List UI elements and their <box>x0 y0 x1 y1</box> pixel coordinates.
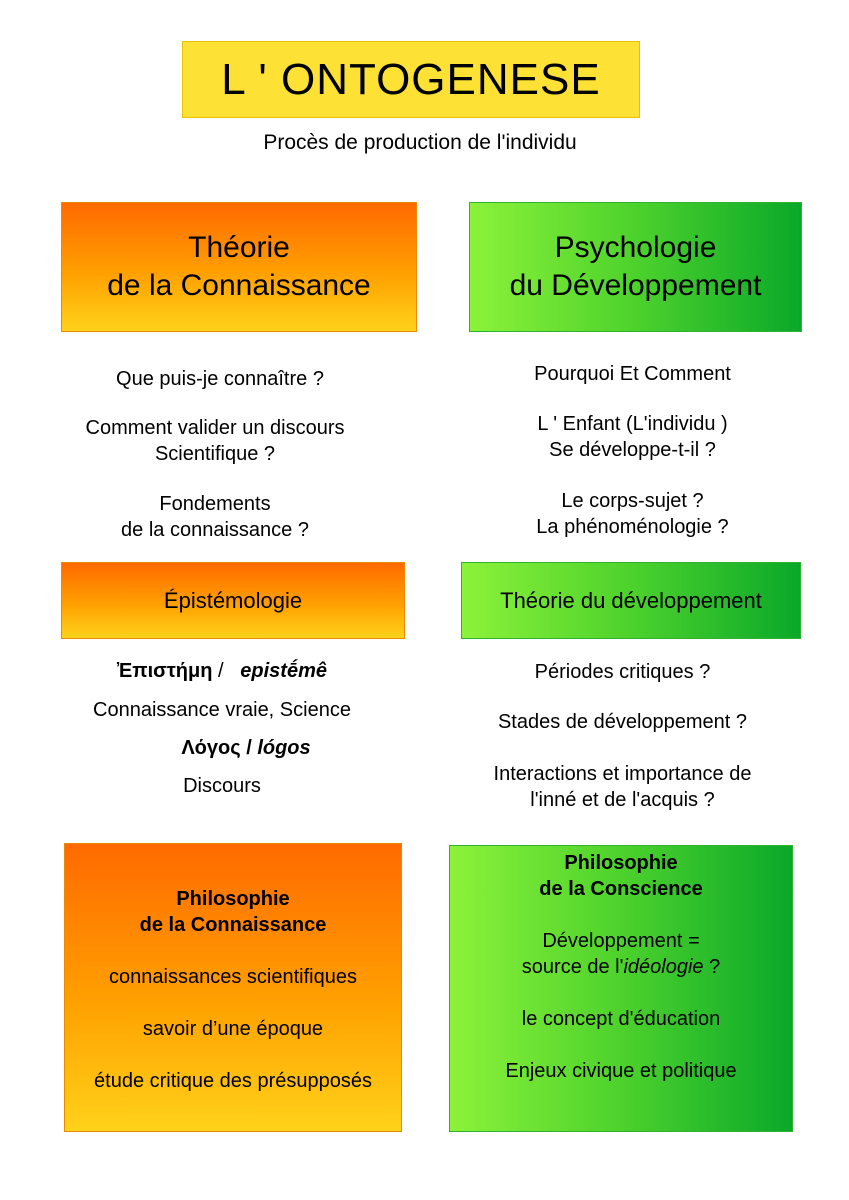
knowledge-questions <box>60 366 380 392</box>
box-label: Théorie du développement <box>500 587 762 613</box>
development-questions <box>460 361 805 387</box>
list-item: Développement = <box>542 930 700 952</box>
latin-word: lógos <box>257 737 311 759</box>
list-item <box>522 954 720 980</box>
question-item: Le corps-sujet ? <box>561 490 704 512</box>
box-label: Épistémologie <box>163 587 303 613</box>
separator: / <box>240 737 258 759</box>
philosophy-of-consciousness-box <box>449 845 793 1132</box>
box-title-line1: Psychologie <box>554 231 717 264</box>
question-item: Comment valider un discours <box>85 417 345 439</box>
question-item: La phénoménologie ? <box>536 516 729 538</box>
box-title-line1: Théorie <box>188 231 290 264</box>
question-item: Interactions et importance de <box>493 763 752 785</box>
theory-of-knowledge-box <box>61 202 417 332</box>
development-questions-3 <box>460 488 805 540</box>
box-title-line1: Philosophie <box>176 888 290 910</box>
question-item: Se développe-t-il ? <box>549 439 716 461</box>
question-item: Scientifique ? <box>154 443 276 465</box>
question-item: Que puis-je connaître ? <box>116 368 324 390</box>
box-title-line2: de la Conscience <box>539 878 703 900</box>
question-item: Fondements <box>159 493 271 515</box>
etymology-line-1 <box>32 658 412 684</box>
box-title-line2: du Développement <box>509 269 762 302</box>
question-item: Pourquoi Et Comment <box>534 363 731 385</box>
knowledge-questions-3 <box>40 491 390 543</box>
development-questions-2 <box>460 411 805 463</box>
text-part: ? <box>703 956 721 978</box>
separator: / <box>212 660 230 682</box>
list-item: étude critique des présupposés <box>94 1070 372 1092</box>
box-title-line1: Philosophie <box>564 852 678 874</box>
list-item: le concept d'éducation <box>521 1008 721 1030</box>
development-theory-box <box>461 562 801 639</box>
greek-word: Ἐπιστήμη <box>117 660 213 682</box>
box-title-line2: de la Connaissance <box>139 914 327 936</box>
text-part: source de l' <box>521 956 624 978</box>
epistemology-box <box>61 562 405 639</box>
title-box <box>182 41 640 118</box>
list-item: Enjeux civique et politique <box>505 1060 737 1082</box>
innate-acquired <box>450 761 795 813</box>
list-item: connaissances scientifiques <box>109 966 357 988</box>
knowledge-questions-2 <box>40 415 390 467</box>
etymology-meaning-2: Discours <box>183 775 261 797</box>
question-item: L ' Enfant (L'individu ) <box>537 413 728 435</box>
page-subtitle: Procès de production de l'individu <box>263 131 577 154</box>
etymology-line-2 <box>56 735 436 761</box>
critical-periods: Périodes critiques ? <box>534 661 711 683</box>
question-item: l'inné et de l'acquis ? <box>530 789 715 811</box>
page-title: L ' ONTOGENESE <box>221 54 601 104</box>
greek-word: Λόγος <box>181 737 241 759</box>
developmental-psychology-box <box>469 202 802 332</box>
development-stages: Stades de développement ? <box>497 711 748 733</box>
box-title-line2: de la Connaissance <box>107 269 371 302</box>
list-item: savoir d’une époque <box>142 1018 324 1040</box>
philosophy-of-knowledge-box <box>64 843 402 1132</box>
etymology-meaning-1: Connaissance vraie, Science <box>93 699 351 721</box>
question-item: de la connaissance ? <box>121 519 309 541</box>
latin-word: epistḗmê <box>240 660 327 682</box>
italic-word: idéologie <box>623 956 704 978</box>
